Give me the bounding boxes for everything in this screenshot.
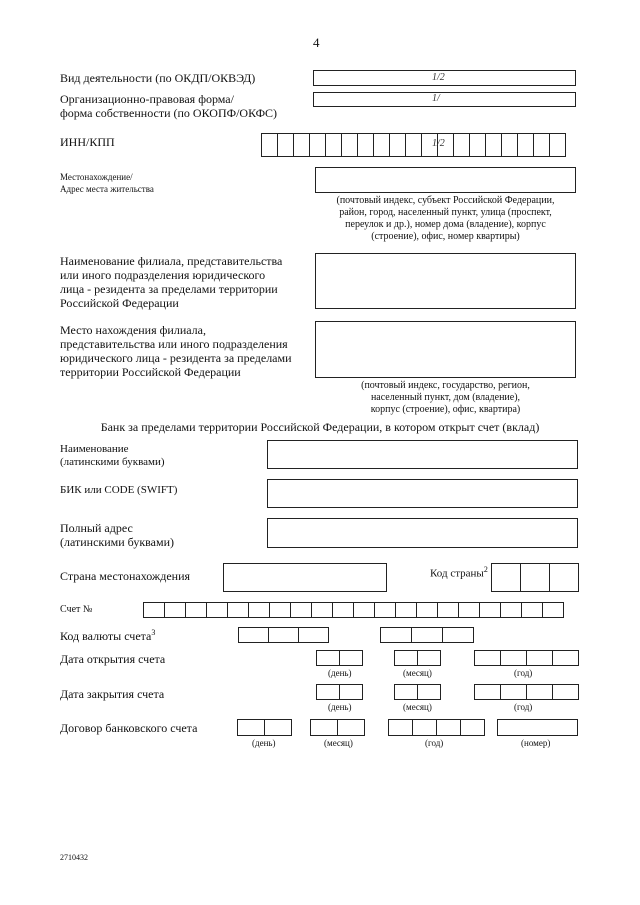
legal-form-label-2: форма собственности (по ОКОПФ/ОКФС) (60, 106, 278, 120)
location-label-2: Адрес места жительства (60, 184, 154, 194)
country-code-cells[interactable] (491, 563, 579, 592)
day-caption: (день) (328, 668, 352, 678)
contract-number-field[interactable] (497, 719, 578, 736)
bank-heading: Банк за пределами территории Российской Федерации, в котором открыт счет (вклад) (100, 420, 540, 434)
bank-address-field[interactable] (267, 518, 578, 548)
contract-label: Договор банковского счета (60, 721, 198, 735)
day-caption: (день) (252, 738, 276, 748)
branch-location-label-3: юридического лица - резидента за пределами (60, 351, 292, 365)
month-caption: (месяц) (403, 702, 432, 712)
bank-name-label-2: (латинскими буквами) (60, 456, 165, 468)
contract-day[interactable] (237, 719, 292, 736)
open-date-day[interactable] (316, 650, 363, 666)
location-label-1: Местонахождение/ (60, 172, 133, 182)
location-hint-1: (почтовый индекс, субъект Российской Федерации, (336, 195, 555, 206)
branch-hint-3: корпус (строение), офис, квартира) (370, 404, 521, 415)
bank-address-label-1: Полный адрес (60, 521, 133, 535)
branch-location-label-1: Место нахождения филиала, (60, 323, 206, 337)
legal-form-label-1: Организационно-правовая форма/ (60, 92, 234, 106)
year-caption: (год) (425, 738, 444, 748)
branch-location-field[interactable] (315, 321, 576, 378)
branch-name-label-3: лица - резидента за пределами территории (60, 282, 278, 296)
branch-location-label-2: представительства или иного подразделения (60, 337, 288, 351)
contract-year[interactable] (388, 719, 485, 736)
branch-location-label-4: территории Российской Федерации (60, 365, 241, 379)
branch-name-label-4: Российской Федерации (60, 296, 179, 310)
handwritten-mark: 1/2 (432, 72, 445, 83)
branch-hint-1: (почтовый индекс, государство, регион, (361, 380, 530, 391)
open-date-label: Дата открытия счета (60, 652, 166, 666)
location-hint-2: район, город, населенный пункт, улица (проспект, (339, 207, 552, 218)
branch-hint-2: населенный пункт, дом (владение), (370, 392, 521, 403)
location-hint-4: (строение), офис, номер квартиры) (371, 231, 520, 242)
okdp-label: Вид деятельности (по ОКДП/ОКВЭД) (60, 71, 256, 85)
close-date-month[interactable] (394, 684, 441, 700)
bic-field[interactable] (267, 479, 578, 508)
page-number: 4 (313, 35, 320, 50)
year-caption: (год) (514, 668, 533, 678)
currency-cells-2[interactable] (380, 627, 474, 643)
country-label: Страна местонахождения (60, 569, 191, 583)
location-field[interactable] (315, 167, 576, 193)
branch-name-label-2: или иного подразделения юридического (60, 268, 266, 282)
open-date-month[interactable] (394, 650, 441, 666)
open-date-year[interactable] (474, 650, 579, 666)
number-caption: (номер) (521, 738, 551, 748)
year-caption: (год) (514, 702, 533, 712)
bank-address-label-2: (латинскими буквами) (60, 535, 175, 549)
bank-name-label-1: Наименование (60, 443, 129, 455)
legal-form-field[interactable] (313, 92, 576, 107)
day-caption: (день) (328, 702, 352, 712)
inn-label: ИНН/КПП (60, 135, 115, 149)
branch-name-field[interactable] (315, 253, 576, 309)
month-caption: (месяц) (324, 738, 353, 748)
month-caption: (месяц) (403, 668, 432, 678)
country-field[interactable] (223, 563, 387, 592)
currency-cells[interactable] (238, 627, 329, 643)
footer-code: 2710432 (60, 853, 88, 862)
bic-label: БИК или CODE (SWIFT) (60, 484, 178, 496)
currency-label: Код валюты счета$^3$ (60, 628, 156, 643)
location-hint-3: переулок и др.), номер дома (владение), корпус (345, 219, 546, 230)
branch-name-label-1: Наименование филиала, представительства (60, 254, 283, 268)
inn-cells[interactable] (261, 133, 566, 157)
handwritten-mark: 1/2 (432, 138, 445, 149)
country-code-label: Код страны$^2$ (430, 565, 488, 580)
handwritten-mark: 1/ (432, 93, 440, 104)
account-cells[interactable] (143, 602, 564, 618)
close-date-label: Дата закрытия счета (60, 687, 165, 701)
close-date-day[interactable] (316, 684, 363, 700)
bank-name-field[interactable] (267, 440, 578, 469)
close-date-year[interactable] (474, 684, 579, 700)
contract-month[interactable] (310, 719, 365, 736)
account-label: Счет № (60, 604, 93, 615)
